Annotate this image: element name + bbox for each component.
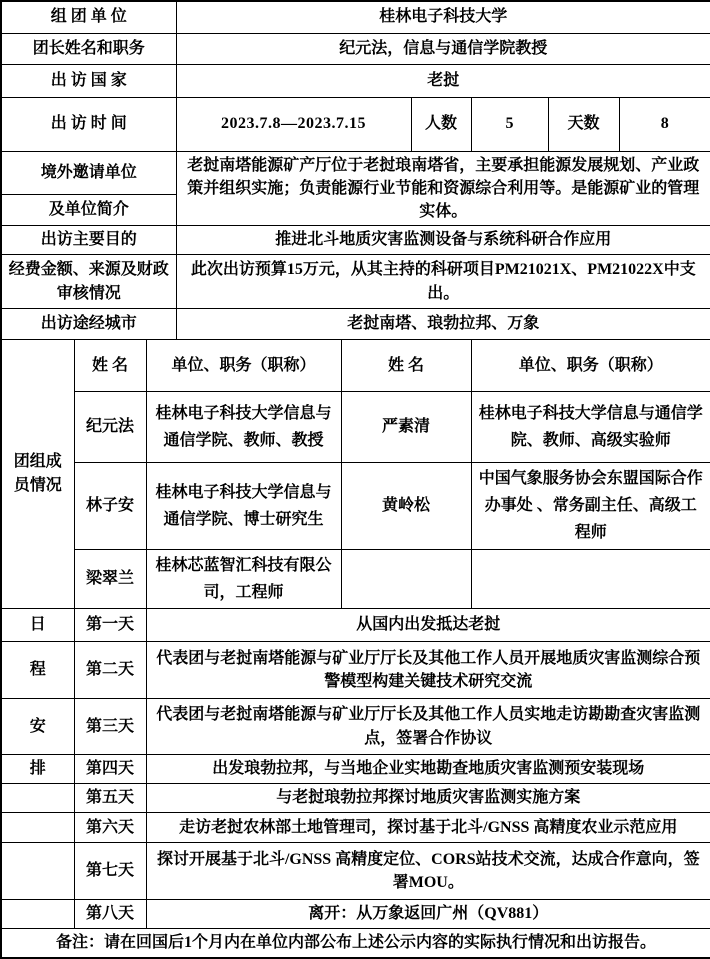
schedule-section-char: [1, 784, 74, 813]
schedule-activity: 从国内出发抵达老挝: [146, 609, 710, 642]
schedule-day-label: 第四天: [74, 755, 146, 784]
purpose-label: 出访主要目的: [1, 226, 176, 255]
people-count-value: 5: [471, 97, 548, 151]
country-value: 老挝: [176, 64, 710, 97]
schedule-row: [1, 813, 710, 843]
days-count-value: 8: [619, 97, 710, 151]
route-label: 出访途经城市: [1, 309, 176, 340]
schedule-section-char: 安: [1, 699, 74, 755]
member-name-header-1: 姓 名: [74, 340, 146, 392]
schedule-activity: 探讨开展基于北斗/GNSS 高精度定位、CORS站技术交流，达成合作意向，签署MOU。: [146, 843, 710, 900]
schedule-row: [1, 900, 710, 929]
people-count-label: 人数: [411, 97, 471, 151]
inviter-label-line1: 境外邀请单位: [1, 151, 176, 195]
member-name: 纪元法: [74, 392, 146, 463]
member-title: 中国气象服务协会东盟国际合作办事处 、常务副主任、高级工程师: [471, 463, 710, 550]
members-section-label: 团组成员情况: [1, 340, 74, 609]
schedule-row: [1, 642, 710, 699]
member-title: [471, 549, 710, 608]
schedule-day-label: 第八天: [74, 900, 146, 929]
inviter-description: 老挝南塔能源矿产厅位于老挝琅南塔省，主要承担能源发展规划、产业政策并组织实施；负责能源行业节能和资源综合利用等。是能源矿业的管理实体。: [176, 151, 710, 226]
schedule-activity: 离开：从万象返回广州（QV881）: [146, 900, 710, 929]
schedule-section-char: [1, 843, 74, 900]
member-title: 桂林芯蓝智汇科技有限公司，工程师: [146, 549, 341, 608]
schedule-day-label: 第七天: [74, 843, 146, 900]
budget-value: 此次出访预算15万元，从其主持的科研项目PM21021X、PM21022X中支出。: [176, 255, 710, 309]
days-count-label: 天数: [548, 97, 619, 151]
member-name: [341, 549, 471, 608]
schedule-row: [1, 843, 710, 900]
member-title: 桂林电子科技大学信息与通信学院、教师、高级实验师: [471, 392, 710, 463]
leader-value: 纪元法，信息与通信学院教授: [176, 33, 710, 64]
schedule-activity: 走访老挝农林部土地管理司，探讨基于北斗/GNSS 高精度农业示范应用: [146, 813, 710, 843]
schedule-section-char: 排: [1, 755, 74, 784]
member-title-header-2: 单位、职务（职称）: [471, 340, 710, 392]
route-value: 老挝南塔、琅勃拉邦、万象: [176, 309, 710, 340]
group-unit-label: 组 团 单 位: [1, 1, 176, 33]
member-row: [1, 549, 710, 608]
schedule-day-label: 第五天: [74, 784, 146, 813]
schedule-activity: 与老挝琅勃拉邦探讨地质灾害监测实施方案: [146, 784, 710, 813]
member-title: 桂林电子科技大学信息与通信学院、教师、教授: [146, 392, 341, 463]
inviter-label-line2: 及单位简介: [1, 195, 176, 226]
member-name: 林子安: [74, 463, 146, 550]
schedule-day-label: 第一天: [74, 609, 146, 642]
member-name: 黄岭松: [341, 463, 471, 550]
schedule-day-label: 第二天: [74, 642, 146, 699]
schedule-section-char: 日: [1, 609, 74, 642]
member-row: [1, 463, 710, 550]
member-title: 桂林电子科技大学信息与通信学院、博士研究生: [146, 463, 341, 550]
schedule-activity: 代表团与老挝南塔能源与矿业厅厅长及其他工作人员开展地质灾害监测综合预警模型构建关键技术研究交流: [146, 642, 710, 699]
member-name: 梁翠兰: [74, 549, 146, 608]
schedule-section-char: 程: [1, 642, 74, 699]
group-unit-value: 桂林电子科技大学: [176, 1, 710, 33]
schedule-activity: 代表团与老挝南塔能源与矿业厅厅长及其他工作人员实地走访勘勘查灾害监测点，签署合作协议: [146, 699, 710, 755]
member-row: [1, 392, 710, 463]
member-name: 严素清: [341, 392, 471, 463]
schedule-row: [1, 699, 710, 755]
schedule-row: [1, 755, 710, 784]
trip-time-value: 2023.7.8—2023.7.15: [176, 97, 411, 151]
trip-time-label: 出 访 时 间: [1, 97, 176, 151]
schedule-row: [1, 784, 710, 813]
country-label: 出 访 国 家: [1, 64, 176, 97]
schedule-day-label: 第六天: [74, 813, 146, 843]
member-name-header-2: 姓 名: [341, 340, 471, 392]
purpose-value: 推进北斗地质灾害监测设备与系统科研合作应用: [176, 226, 710, 255]
budget-label: 经费金额、来源及财政审核情况: [1, 255, 176, 309]
member-title-header-1: 单位、职务（职称）: [146, 340, 341, 392]
schedule-day-label: 第三天: [74, 699, 146, 755]
schedule-row: [1, 609, 710, 642]
schedule-section-char: [1, 813, 74, 843]
leader-label: 团长姓名和职务: [1, 33, 176, 64]
schedule-activity: 出发琅勃拉邦，与当地企业实地勘查地质灾害监测预安装现场: [146, 755, 710, 784]
schedule-section-char: [1, 900, 74, 929]
footer-note: 备注：请在回国后1个月内在单位内部公布上述公示内容的实际执行情况和出访报告。: [1, 929, 710, 959]
